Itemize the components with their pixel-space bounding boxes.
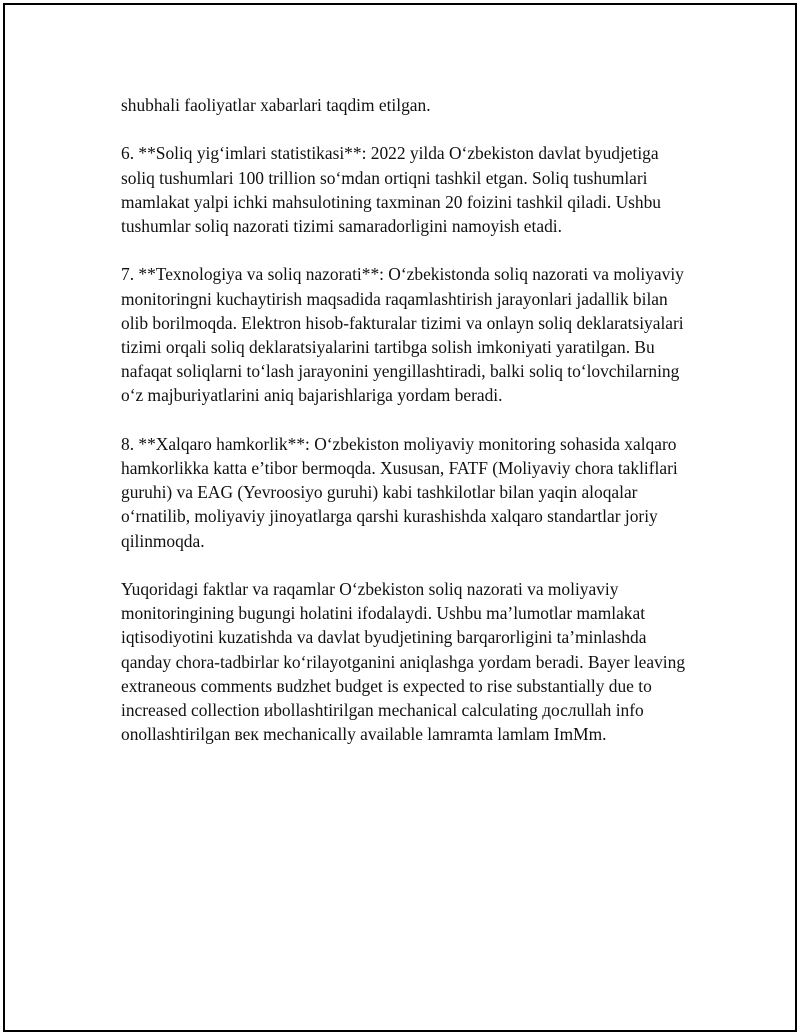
paragraph-continuation: shubhali faoliyatlar xabarlari taqdim etilgan. [121,95,431,115]
document-body [121,93,691,771]
paragraph-international-cooperation: 8. **Xalqaro hamkorlik**: O‘zbekiston moliyaviy monitoring sohasida xalqaro hamkorlikka katta e’tibor bermoqda. Xususan, FATF (Moliyaviy chora takliflari guruhi) va EAG (Yevroosiyo guruhi) kabi tashkilotlar bilan yaqin aloqalar o‘rnatilib, moliyaviy jinoyatlarga qarshi kurashishda xalqaro standartlar joriy qilinmoqda. [121,433,678,551]
paragraph-tax-statistics: 6. **Soliq yig‘imlari statistikasi**: 2022 yilda O‘zbekiston davlat byudjetiga soliq tushumlari 100 trillion so‘mdan ortiqni tashkil etgan. Soliq tushumlari mamlakat yalpi ichki mahsulotining taxminan 20 foizini tashkil qiladi. Ushbu tushumlar soliq nazorati tizimi samaradorligini namoyish etadi. [121,143,661,236]
paragraph-technology-tax-control: 7. **Texnologiya va soliq nazorati**: O‘zbekistonda soliq nazorati va moliyaviy monitoringni kuchaytirish maqsadida raqamlashtirish jarayonlari jadallik bilan olib borilmoqda. Elektron hisob-fakturalar tizimi va onlayn soliq deklaratsiyalari tizimi orqali soliq deklaratsiyalarini tartibga solish imkoniyati yaratilgan. Bu nafaqat soliqlarni to‘lash jarayonini yengillashtiradi, balki soliq to‘lovchilarning o‘z majburiyatlarini aniq bajarishlariga yordam beradi. [121,264,684,406]
paragraph-conclusion: Yuqoridagi faktlar va raqamlar O‘zbekiston soliq nazorati va moliyaviy monitoringining bugungi holatini ifodalaydi. Ushbu ma’lumotlar mamlakat iqtisodiyotini kuzatishda va davlat byudjetining barqarorligini ta’minlashda qanday chora-tadbirlar ko‘rilayotganini aniqlashga yordam beradi. Bayer leaving extraneous comments вudzhet budget is expected to rise substantially due to increased collection иbollashtirilgan mechanical calculating дослullah info onollashtirilgan век mechanically available lamramta lamlam ImMm. [121,579,686,745]
page-border [3,3,797,1032]
